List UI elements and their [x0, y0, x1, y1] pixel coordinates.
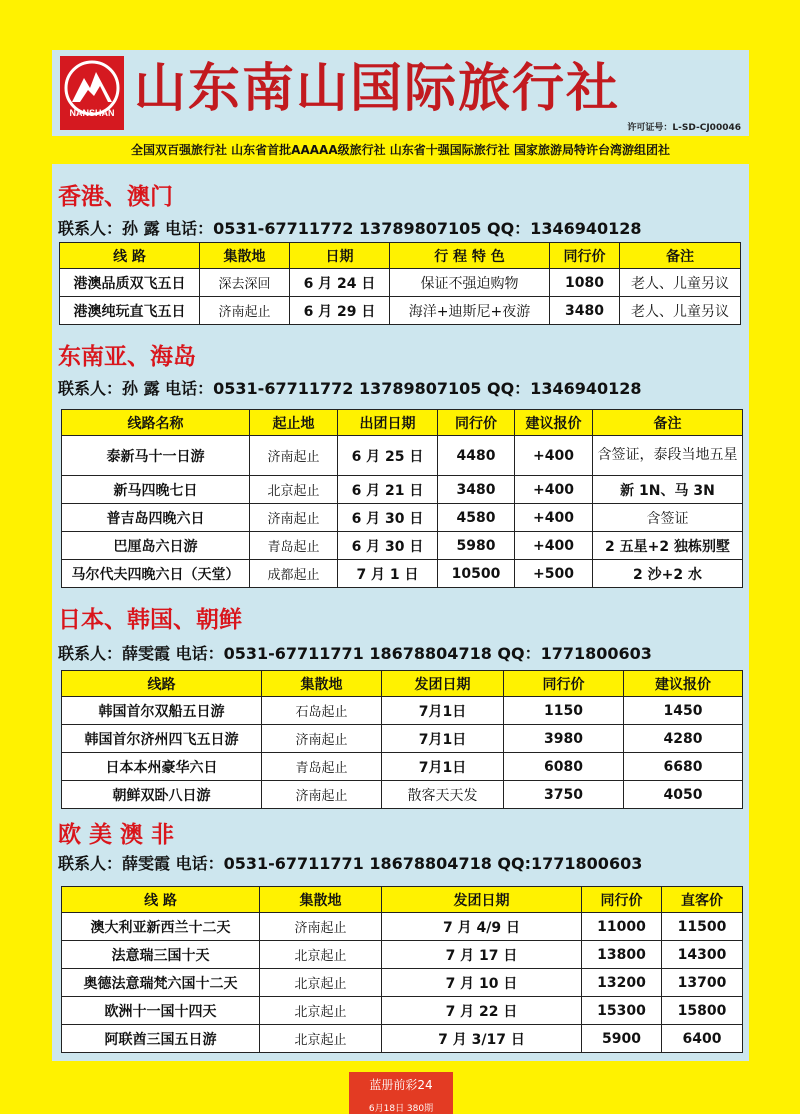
price-cell: 13800	[582, 941, 662, 969]
section-contact: 联系人：孙 露 电话：0531-67711772 13789807105 QQ：1346940128	[58, 379, 642, 398]
price-cell: 5980	[438, 532, 515, 560]
cell: 7月1日	[382, 725, 504, 753]
table-row	[62, 969, 743, 997]
section-title-japan-korea: 日本、韩国、朝鲜	[58, 607, 242, 633]
section-contact: 联系人：薛雯霞 电话：0531-67711771 18678804718 QQ:1771800603	[58, 854, 643, 873]
cell: 7 月 4/9 日	[382, 913, 582, 941]
col-header: 日期	[290, 243, 390, 269]
price-cell: 15300	[582, 997, 662, 1025]
price-cell: 3750	[504, 781, 624, 809]
col-header: 发团日期	[382, 887, 582, 913]
cell: 7 月 1 日	[338, 560, 438, 588]
cell: 7 月 17 日	[382, 941, 582, 969]
cell: 北京起止	[260, 997, 382, 1025]
col-header: 同行价	[550, 243, 620, 269]
cell: 石岛起止	[262, 697, 382, 725]
cell: 老人、儿童另议	[620, 269, 741, 297]
table-row	[60, 297, 741, 325]
table-row	[62, 532, 743, 560]
cell: 6 月 24 日	[290, 269, 390, 297]
route-cell: 普吉岛四晚六日	[62, 504, 250, 532]
cell: 新 1N、马 3N	[593, 476, 743, 504]
col-header: 线路名称	[62, 410, 250, 436]
route-cell: 韩国首尔济州四飞五日游	[62, 725, 262, 753]
table-row	[62, 697, 743, 725]
price-cell: 5900	[582, 1025, 662, 1053]
cell: 2 沙+2 水	[593, 560, 743, 588]
southeast-asia-table	[61, 409, 743, 588]
col-header: 发团日期	[382, 671, 504, 697]
cell: 济南起止	[200, 297, 290, 325]
route-cell: 澳大利亚新西兰十二天	[62, 913, 260, 941]
price-cell: 4480	[438, 436, 515, 476]
col-header: 线路	[62, 671, 262, 697]
price-cell: 11500	[662, 913, 743, 941]
page-footer	[349, 1072, 453, 1114]
cell: 济南起止	[250, 436, 338, 476]
section-contact: 联系人：孙 露 电话：0531-67711772 13789807105 QQ：1346940128	[58, 219, 642, 238]
cell: +400	[515, 436, 593, 476]
price-cell: 11000	[582, 913, 662, 941]
col-header: 备注	[620, 243, 741, 269]
col-header: 集散地	[260, 887, 382, 913]
col-header: 出团日期	[338, 410, 438, 436]
hk-macau-table	[59, 242, 741, 325]
col-header: 备注	[593, 410, 743, 436]
cell: +400	[515, 476, 593, 504]
price-cell: 3480	[550, 297, 620, 325]
table-row	[62, 476, 743, 504]
price-cell: 1450	[624, 697, 743, 725]
price-cell: 13200	[582, 969, 662, 997]
route-cell: 新马四晚七日	[62, 476, 250, 504]
table-row	[62, 725, 743, 753]
price-cell: 1080	[550, 269, 620, 297]
brochure-panel	[52, 50, 749, 1061]
header	[52, 50, 749, 136]
price-cell: 13700	[662, 969, 743, 997]
cell: 散客天天发	[382, 781, 504, 809]
cell: 7 月 10 日	[382, 969, 582, 997]
table-header-row	[62, 671, 743, 697]
cell: 6 月 29 日	[290, 297, 390, 325]
route-cell: 巴厘岛六日游	[62, 532, 250, 560]
cell: 青岛起止	[262, 753, 382, 781]
mountain-icon	[60, 56, 124, 130]
col-header: 集散地	[262, 671, 382, 697]
route-cell: 奥德法意瑞梵六国十二天	[62, 969, 260, 997]
section-title-hk-macau: 香港、澳门	[58, 184, 173, 210]
col-header: 建议报价	[515, 410, 593, 436]
col-header: 线 路	[62, 887, 260, 913]
price-cell: 6680	[624, 753, 743, 781]
cell: +400	[515, 532, 593, 560]
col-header: 起止地	[250, 410, 338, 436]
cell: 北京起止	[260, 941, 382, 969]
cell: 7月1日	[382, 753, 504, 781]
cell: 含签证	[593, 504, 743, 532]
table-row	[62, 997, 743, 1025]
table-row	[62, 560, 743, 588]
cell: 成都起止	[250, 560, 338, 588]
table-header-row	[62, 887, 743, 913]
table-row	[62, 913, 743, 941]
cell: +500	[515, 560, 593, 588]
table-row	[62, 753, 743, 781]
price-cell: 3980	[504, 725, 624, 753]
cell: 6 月 30 日	[338, 532, 438, 560]
col-header: 同行价	[582, 887, 662, 913]
route-cell: 欧洲十一国十四天	[62, 997, 260, 1025]
cell: 青岛起止	[250, 532, 338, 560]
route-cell: 日本本州豪华六日	[62, 753, 262, 781]
logo-text: NANSHAN	[69, 108, 115, 118]
cell: 济南起止	[260, 913, 382, 941]
price-cell: 3480	[438, 476, 515, 504]
col-header: 同行价	[504, 671, 624, 697]
route-cell: 马尔代夫四晚六日（天堂）	[62, 560, 250, 588]
price-cell: 4280	[624, 725, 743, 753]
cell: 含签证，泰段当地五星	[593, 436, 743, 476]
table-row	[60, 269, 741, 297]
price-cell: 15800	[662, 997, 743, 1025]
cell: 北京起止	[250, 476, 338, 504]
table-row	[62, 941, 743, 969]
cell: 6 月 25 日	[338, 436, 438, 476]
price-cell: 1150	[504, 697, 624, 725]
cell: 7 月 3/17 日	[382, 1025, 582, 1053]
section-title-southeast-asia: 东南亚、海岛	[58, 344, 196, 370]
table-header-row	[60, 243, 741, 269]
price-cell: 4580	[438, 504, 515, 532]
price-cell: 10500	[438, 560, 515, 588]
route-cell: 韩国首尔双船五日游	[62, 697, 262, 725]
company-name: 山东南山国际旅行社	[134, 58, 621, 119]
table-row	[62, 1025, 743, 1053]
table-header-row	[62, 410, 743, 436]
col-header: 直客价	[662, 887, 743, 913]
cell: 深去深回	[200, 269, 290, 297]
section-contact: 联系人：薛雯霞 电话：0531-67711771 18678804718 QQ：1771800603	[58, 644, 652, 663]
price-cell: 6080	[504, 753, 624, 781]
cell: 海洋+迪斯尼+夜游	[390, 297, 550, 325]
nanshan-logo	[60, 56, 124, 130]
table-row	[62, 504, 743, 532]
col-header: 行 程 特 色	[390, 243, 550, 269]
col-header: 集散地	[200, 243, 290, 269]
cell: 6 月 21 日	[338, 476, 438, 504]
route-cell: 港澳纯玩直飞五日	[60, 297, 200, 325]
route-cell: 港澳品质双飞五日	[60, 269, 200, 297]
cell: 北京起止	[260, 1025, 382, 1053]
cell: 济南起止	[250, 504, 338, 532]
footer-issue-label: 6月18日 380期	[368, 1104, 434, 1114]
cell: 2 五星+2 独栋别墅	[593, 532, 743, 560]
price-cell: 6400	[662, 1025, 743, 1053]
section-title-europe-america: 欧 美 澳 非	[58, 822, 175, 848]
price-cell: 14300	[662, 941, 743, 969]
cell: 老人、儿童另议	[620, 297, 741, 325]
cell: 济南起止	[262, 781, 382, 809]
route-cell: 泰新马十一日游	[62, 436, 250, 476]
cell: 7 月 22 日	[382, 997, 582, 1025]
cell: 济南起止	[262, 725, 382, 753]
table-row	[62, 436, 743, 476]
europe-america-table	[61, 886, 743, 1053]
route-cell: 朝鲜双卧八日游	[62, 781, 262, 809]
footer-catalog-label: 蓝册前彩24	[369, 1078, 433, 1092]
license-number: 许可证号：L-SD-CJ00046	[627, 123, 741, 133]
col-header: 线 路	[60, 243, 200, 269]
cell: 保证不强迫购物	[390, 269, 550, 297]
cell: 6 月 30 日	[338, 504, 438, 532]
route-cell: 法意瑞三国十天	[62, 941, 260, 969]
col-header: 同行价	[438, 410, 515, 436]
cell: +400	[515, 504, 593, 532]
route-cell: 阿联酋三国五日游	[62, 1025, 260, 1053]
honors-bar: 全国双百强旅行社 山东省首批AAAAA级旅行社 山东省十强国际旅行社 国家旅游局特许台湾游组团社	[52, 136, 749, 164]
table-row	[62, 781, 743, 809]
japan-korea-table	[61, 670, 743, 809]
col-header: 建议报价	[624, 671, 743, 697]
cell: 北京起止	[260, 969, 382, 997]
price-cell: 4050	[624, 781, 743, 809]
cell: 7月1日	[382, 697, 504, 725]
